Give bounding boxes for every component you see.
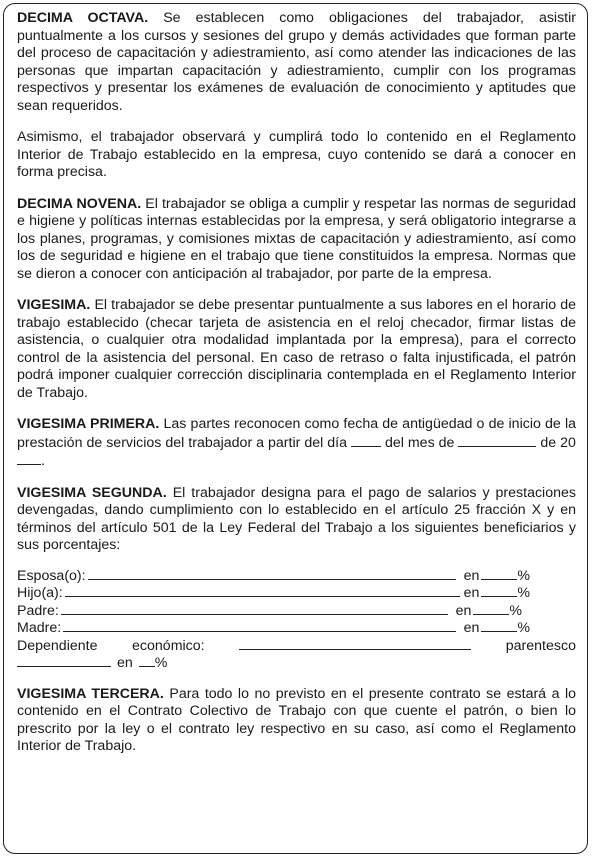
dependent-relationship-label: parentesco (505, 637, 576, 654)
clause-text: El trabajador se obliga a cumplir y respetar las normas de seguridad e higiene y políticas internas establecidas por la empresa, y será obligatorio integrarse a los planes, programas, y comisiones mixtas de capacitación y adiestramiento, así como los de seguridad e higiene en el trabajo que tiene constituidos la empresa. Normas que se dieron a conocer con anticipación al trabajador, por parte de la empresa. (17, 195, 576, 282)
clause-decima-novena (17, 196, 576, 284)
clause-heading: VIGESIMA TERCERA. (17, 685, 164, 702)
clause-heading: DECIMA OCTAVA. (17, 10, 149, 26)
beneficiary-name-blank[interactable] (65, 584, 460, 597)
clause-text: Las partes reconocen como fecha de antigüedad o de inicio de la prestación de servicios del trabajador a partir del día (17, 416, 576, 451)
beneficiary-row (17, 619, 576, 637)
dependent-percent-blank[interactable] (139, 654, 155, 667)
clause-text: El trabajador designa para el pago de salarios y prestaciones devengadas, dando cumplimiento con lo establecido en el artículo 25 fracción X y en términos del artículo 501 de la Ley Federal del Trabajo a los siguientes beneficiarios y sus porcentajes: (17, 484, 576, 553)
beneficiary-label: Padre: (17, 602, 59, 619)
beneficiary-percent-sign: % (517, 567, 530, 584)
beneficiary-percent-blank[interactable] (473, 602, 509, 615)
beneficiaries-list (17, 567, 576, 672)
clause-decima-octava (17, 10, 576, 115)
beneficiary-name-blank[interactable] (88, 567, 456, 580)
dependent-label: Dependiente (17, 637, 98, 654)
dependent-row-continued (17, 654, 576, 672)
dependent-name-blank[interactable] (239, 637, 471, 650)
clause-heading: DECIMA NOVENA. (17, 195, 142, 212)
contract-clauses (17, 10, 576, 770)
dependent-percent-sign: % (154, 655, 168, 671)
clause-vigesima-tercera (17, 686, 576, 756)
clause-text: El trabajador se debe presentar puntualmente a sus labores en el horario de trabajo establecido (checar tarjeta de asistencia en el reloj checador, firmar listas de asistencia, o cualquier otra modalidad implantada por la empresa), para el correcto control de la asistencia del personal. En caso de retraso o falta injustificada, el patrón podrá imponer cualquier corrección disciplinaria contemplada en el Reglamento Interior de Trabajo. (17, 297, 577, 401)
beneficiary-percent-sign: % (517, 585, 530, 601)
clause-text: de 20 (540, 434, 576, 451)
year-blank[interactable] (17, 452, 41, 465)
beneficiary-row (17, 602, 576, 620)
clause-text: Se establecen como obligaciones del trabajador, asistir puntualmente a los cursos y sesiones del grupo y demás actividades que forman parte del proceso de capacitación y adiestramiento, así como atender las indicaciones de las personas que impartan capacitación y adiestramiento, cumplir con los programas respectivos y presentar los exámenes de evaluación de conocimiento y aptitudes que sean requeridos. (17, 10, 576, 114)
beneficiary-en: en (455, 602, 472, 619)
clause-text: Para todo lo no previsto en el presente contrato se estará a lo contenido en el Contrato Colectivo de Trabajo con que cuente el patrón, o bien lo prescrito por la ley o el contrato ley respectivo en su caso, así como el Reglamento Interior de Trabajo. (17, 685, 576, 754)
day-blank[interactable] (351, 434, 381, 447)
beneficiary-label: Madre: (17, 620, 62, 636)
beneficiary-label: Esposa(o): (17, 567, 86, 584)
beneficiary-percent-blank[interactable] (481, 619, 517, 632)
beneficiary-name-blank[interactable] (61, 602, 448, 615)
beneficiary-percent-blank[interactable] (481, 584, 517, 597)
clause-vigesima (17, 297, 576, 402)
beneficiary-en: en (463, 620, 480, 636)
clause-vigesima-primera (17, 416, 576, 471)
clause-text: . (41, 453, 45, 469)
dependent-label: económico: (132, 637, 205, 654)
clause-text: del mes de (384, 434, 455, 451)
beneficiary-label: Hijo(a): (17, 585, 63, 601)
clause-text: Asimismo, el trabajador observará y cumplirá todo lo contenido en el Reglamento Interior de Trabajo establecido en la empresa, cuyo contenido se dará a conocer en forma precisa. (17, 129, 576, 180)
beneficiary-name-blank[interactable] (63, 619, 455, 632)
beneficiary-en: en (463, 567, 480, 584)
month-blank[interactable] (458, 434, 536, 447)
beneficiary-row (17, 584, 576, 602)
clause-vigesima-segunda (17, 485, 576, 555)
beneficiary-en: en (463, 585, 480, 601)
clause-decima-octava-continued (17, 129, 576, 182)
beneficiary-percent-sign: % (509, 602, 522, 619)
relationship-blank[interactable] (17, 654, 111, 667)
beneficiary-percent-blank[interactable] (481, 567, 517, 580)
beneficiary-percent-sign: % (517, 620, 530, 636)
clause-heading: VIGESIMA PRIMERA. (17, 416, 160, 432)
dependent-en: en (117, 655, 133, 671)
beneficiary-row (17, 567, 576, 585)
clause-heading: VIGESIMA. (17, 297, 91, 313)
clause-heading: VIGESIMA SEGUNDA. (17, 484, 167, 501)
dependent-row (17, 637, 576, 655)
